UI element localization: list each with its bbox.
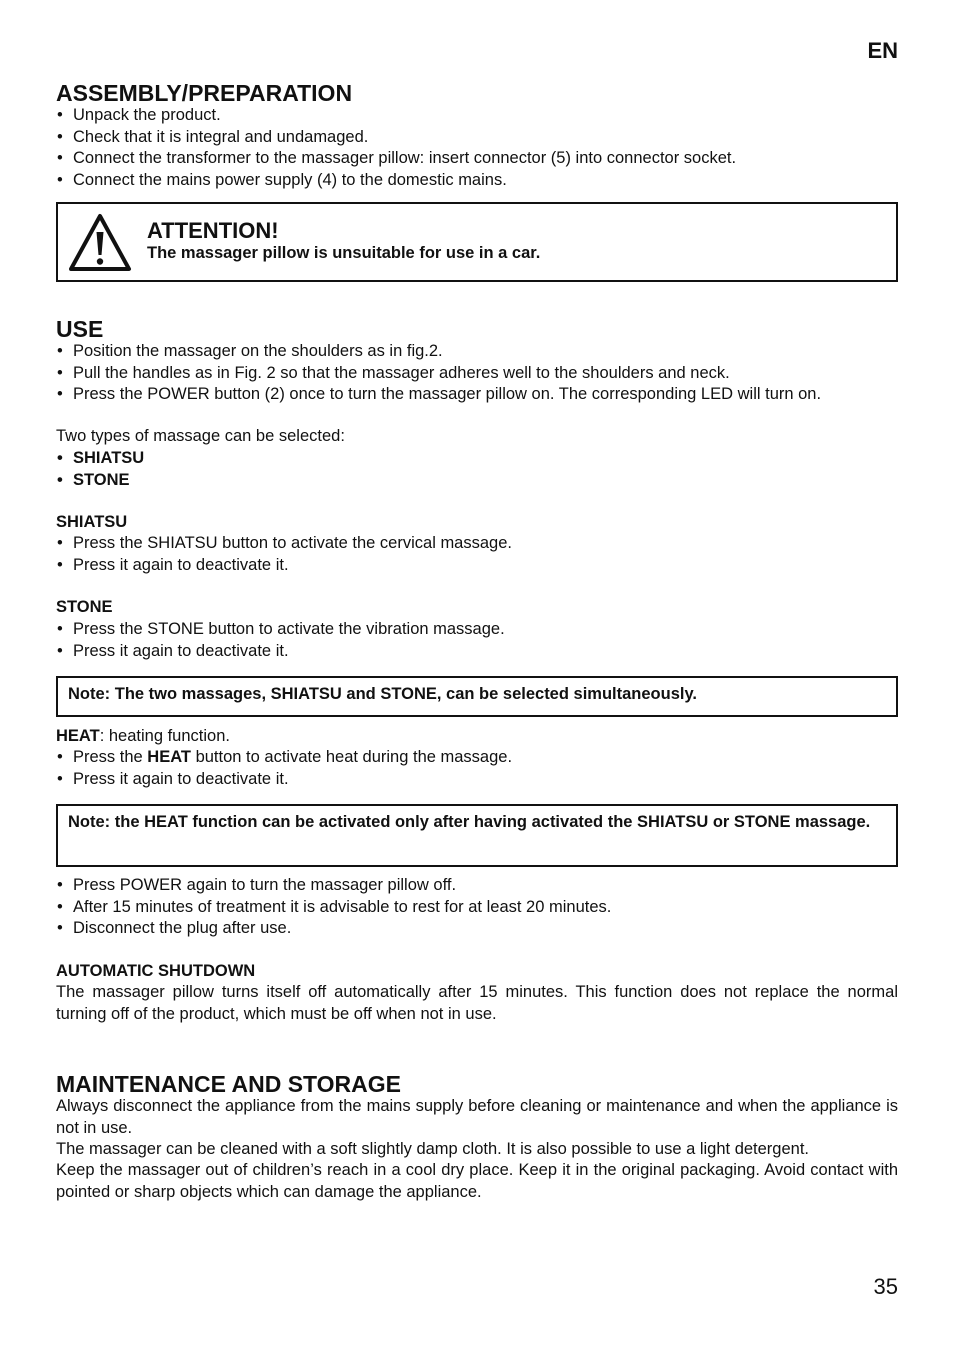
note-text: Note: the HEAT function can be activated only after having activated the SHIATSU or STONE massage.: [68, 813, 871, 831]
use-list: [56, 341, 898, 406]
massage-types-intro: Two types of massage can be selected:: [56, 427, 345, 445]
shiatsu-list: [56, 533, 898, 576]
after-use-list: [56, 875, 898, 940]
maintenance-paragraph-1: Always disconnect the appliance from the mains supply before cleaning or maintenance and when the appliance is not in use.: [56, 1097, 898, 1137]
assembly-heading: ASSEMBLY/PREPARATION: [56, 80, 353, 106]
attention-box: [56, 202, 898, 282]
list-item: • Disconnect the plug after use.: [56, 918, 898, 940]
list-item: [56, 747, 898, 769]
list-item: • Press POWER again to turn the massager pillow off.: [56, 875, 898, 897]
heat-bold: HEAT: [147, 748, 191, 766]
list-item: • Press the POWER button (2) once to turn the massager pillow on. The corresponding LED will turn on.: [56, 384, 898, 406]
note-box: [56, 676, 898, 717]
list-item: • Press the STONE button to activate the vibration massage.: [56, 619, 898, 641]
list-item: • Connect the mains power supply (4) to the domestic mains.: [56, 170, 898, 192]
list-item: • Press it again to deactivate it.: [56, 769, 898, 791]
attention-title: ATTENTION!: [147, 218, 279, 243]
stone-heading: STONE: [56, 598, 113, 616]
list-item: • Press it again to deactivate it.: [56, 641, 898, 663]
shiatsu-heading: SHIATSU: [56, 513, 128, 531]
auto-shutdown-text: The massager pillow turns itself off automatically after 15 minutes. This function does not replace the normal turning off of the product, which must be off when not in use.: [56, 983, 898, 1023]
maintenance-paragraph-2: The massager can be cleaned with a soft slightly damp cloth. It is also possible to use a light detergent.: [56, 1140, 809, 1158]
use-heading: USE: [56, 316, 104, 342]
manual-page: [56, 0, 898, 1347]
warning-triangle-icon: [68, 212, 132, 272]
page-number: 35: [873, 1274, 898, 1299]
auto-shutdown-heading: AUTOMATIC SHUTDOWN: [56, 962, 256, 980]
language-code: EN: [867, 38, 898, 63]
maintenance-paragraph-3: Keep the massager out of children’s reach in a cool dry place. Keep it in the original packaging. Avoid contact with pointed or sharp objects which can damage the appliance.: [56, 1161, 898, 1201]
heat-list: [56, 747, 898, 790]
list-item: • Position the massager on the shoulders as in fig.2.: [56, 341, 898, 363]
list-item: • After 15 minutes of treatment it is advisable to rest for at least 20 minutes.: [56, 897, 898, 919]
stone-list: [56, 619, 898, 662]
note-box: [56, 804, 898, 867]
attention-text: The massager pillow is unsuitable for use in a car.: [147, 244, 541, 262]
heat-desc: : heating function.: [99, 727, 230, 745]
heat-label: HEAT: [56, 727, 100, 745]
heat-description: [56, 726, 898, 748]
text: Press the: [73, 748, 148, 766]
list-item: • Press it again to deactivate it.: [56, 555, 898, 577]
massage-types-list: [56, 448, 898, 491]
list-item: • Pull the handles as in Fig. 2 so that the massager adheres well to the shoulders and neck.: [56, 363, 898, 385]
note-text: Note: The two massages, SHIATSU and STONE, can be selected simultaneously.: [68, 685, 697, 703]
assembly-list: [56, 105, 898, 191]
list-item: • STONE: [56, 470, 898, 492]
list-item: • Press the SHIATSU button to activate the cervical massage.: [56, 533, 898, 555]
list-item: • Connect the transformer to the massager pillow: insert connector (5) into connector socket.: [56, 148, 898, 170]
list-item: • Check that it is integral and undamaged.: [56, 127, 898, 149]
list-item: • SHIATSU: [56, 448, 898, 470]
maintenance-heading: MAINTENANCE AND STORAGE: [56, 1071, 402, 1097]
text: button to activate heat during the massage.: [191, 748, 513, 766]
list-item: • Unpack the product.: [56, 105, 898, 127]
